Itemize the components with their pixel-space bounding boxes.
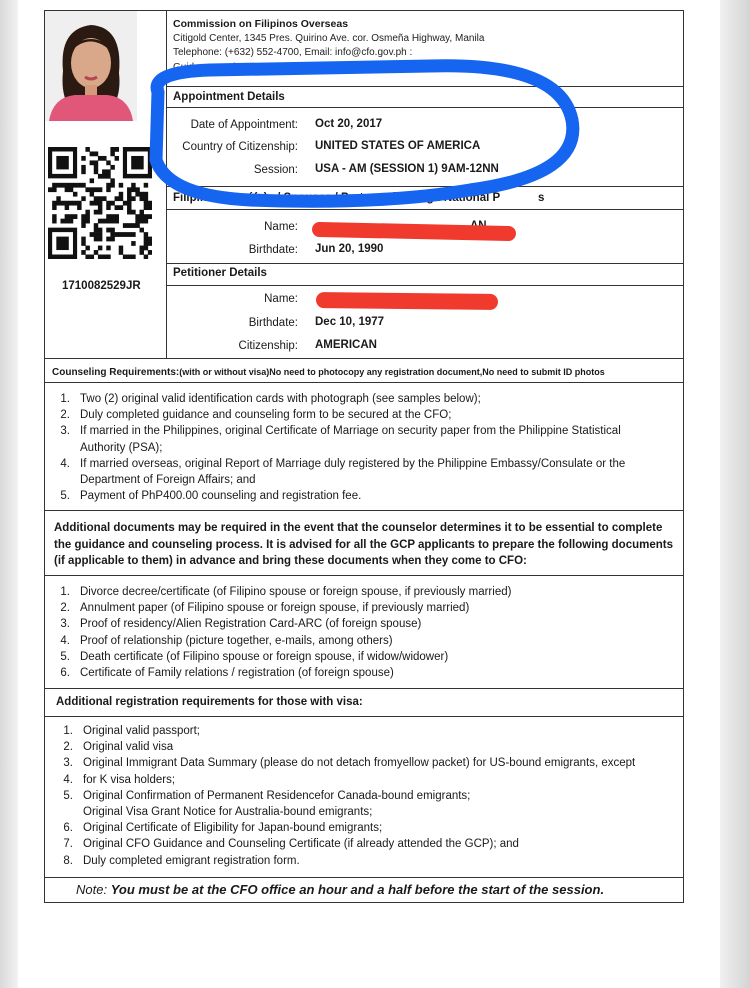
list-item-number: 8. [63,854,73,867]
list-item-text: for K visa holders; [83,773,176,786]
list-item-text: Original Confirmation of Permanent Residencefor Canada-bound emigrants; [83,789,471,802]
list-item-number: 2. [60,409,70,422]
list-item-number: 7. [63,838,73,851]
reference-number: 1710082529JR [62,280,141,292]
petitioner-name-label: Name: [264,293,298,305]
visa-reqs-title: Additional registration requirements for those with visa: [56,696,363,708]
appointment-date-label: Date of Appointment: [190,119,298,131]
additional-docs-intro: Additional documents may be required in the event that the counselor determines it to be essential to complete the guidance and counseling process. It is advised for all the GCP applicants to prepare the following documents (if applicable to them) in advance and bring these documents when they come to CFO: [54,522,673,567]
org-name: Commission on Filipinos Overseas [173,18,349,30]
list-item-number: 6. [60,667,70,680]
fiance-title: Filipino Fiancé(e)s / Spouses / Partner of Foreign National P [173,192,501,204]
list-item-text: If married overseas, original Report of Marriage duly registered by the Philippine Embassy/Consulate or the Department of Foreign Affairs; and [80,457,626,487]
citizenship-label: Country of Citizenship: [182,141,298,153]
list-item-number: 5. [63,789,73,802]
list-item-number: 5. [60,650,70,663]
footer-note-text: You must be at the CFO office an hour and a half before the start of the session. [110,882,605,897]
counseling-title: Counseling Requirements: [52,367,180,378]
list-item-number: 1. [63,725,73,737]
fiance-birthdate-label: Birthdate: [248,244,298,256]
list-item-text: Original Visa Grant Notice for Australia-bound emigrants; [83,806,373,819]
list-item-text: Original Immigrant Data Summary (please do not detach fromyellow packet) for US-bound emigrants, except [83,757,636,770]
fiance-birthdate-value: Jun 20, 1990 [315,243,384,255]
list-item-text: Divorce decree/certificate (of Filipino spouse or foreign spouse, if previously married) [80,586,512,598]
fiance-name-label: Name: [264,221,298,233]
list-item-number: 1. [60,393,70,405]
citizenship-value: UNITED STATES OF AMERICA [315,140,481,152]
petitioner-birthdate-value: Dec 10, 1977 [315,316,385,328]
list-item-text: Certificate of Family relations / registration (of foreign spouse) [80,667,394,680]
list-item-text: If married in the Philippines, original Certificate of Marriage on security paper from the Philippine Statistical Authority (PSA); [80,425,621,454]
list-item-number: 4. [60,634,70,647]
session-label: Session: [253,164,298,176]
list-item-number: 3. [60,618,70,631]
petitioner-citizenship-label: Citizenship: [238,340,298,352]
org-partial-line: Guidance and Counseling P [173,62,298,73]
list-item-text: Duly completed emigrant registration form. [83,854,300,867]
list-item-text: Annulment paper (of Filipino spouse or foreign spouse, if previously married) [80,602,470,615]
list-item-text: Death certificate (of Filipino spouse or foreign spouse, if widow/widower) [80,650,449,663]
session-value: USA - AM (SESSION 1) 9AM-12NN [315,163,499,175]
list-item-text: Original Certificate of Eligibility for Japan-bound emigrants; [83,822,383,835]
footer-note-label: Note: [76,882,108,897]
list-item-text: Original CFO Guidance and Counseling Certificate (if already attended the GCP); and [83,838,519,851]
appointment-date-value: Oct 20, 2017 [315,118,383,130]
petitioner-title: Petitioner Details [173,267,267,279]
list-item-text: Proof of relationship (picture together, e-mails, among others) [80,634,393,647]
list-item-text: Two (2) original valid identification cards with photograph (see samples below); [80,393,481,405]
petitioner-birthdate-label: Birthdate: [248,317,298,329]
list-item-number: 2. [63,741,73,754]
list-item-text: Proof of residency/Alien Registration Card-ARC (of foreign spouse) [80,618,422,631]
list-item-number: 5. [60,490,70,503]
list-item-number: 1. [60,586,70,598]
list-item-text: Original valid passport; [83,725,200,737]
list-item-number: 3. [63,757,73,770]
list-item-text: Payment of PhP400.00 counseling and registration fee. [80,490,362,503]
list-item-number: 6. [63,822,73,835]
list-item-number: 4. [60,457,70,470]
list-item-number: 2. [60,602,70,615]
list-item-text: Duly completed guidance and counseling form to be secured at the CFO; [80,409,452,422]
appointment-title: Appointment Details [173,91,285,103]
petitioner-citizenship-value: AMERICAN [315,339,377,351]
list-item-number: 4. [63,773,73,786]
list-item-text: Original valid visa [83,741,174,754]
org-contact: Telephone: (+632) 552-4700, Email: info@cfo.gov.ph : [173,47,413,58]
org-address: Citigold Center, 1345 Pres. Quirino Ave. cor. Osmeña Highway, Manila [173,33,485,44]
list-item-number: 3. [60,425,70,438]
fiance-title-tail: s [538,192,545,204]
counseling-note: (with or without visa)No need to photocopy any registration document,No need to submit ID photos [179,367,605,377]
